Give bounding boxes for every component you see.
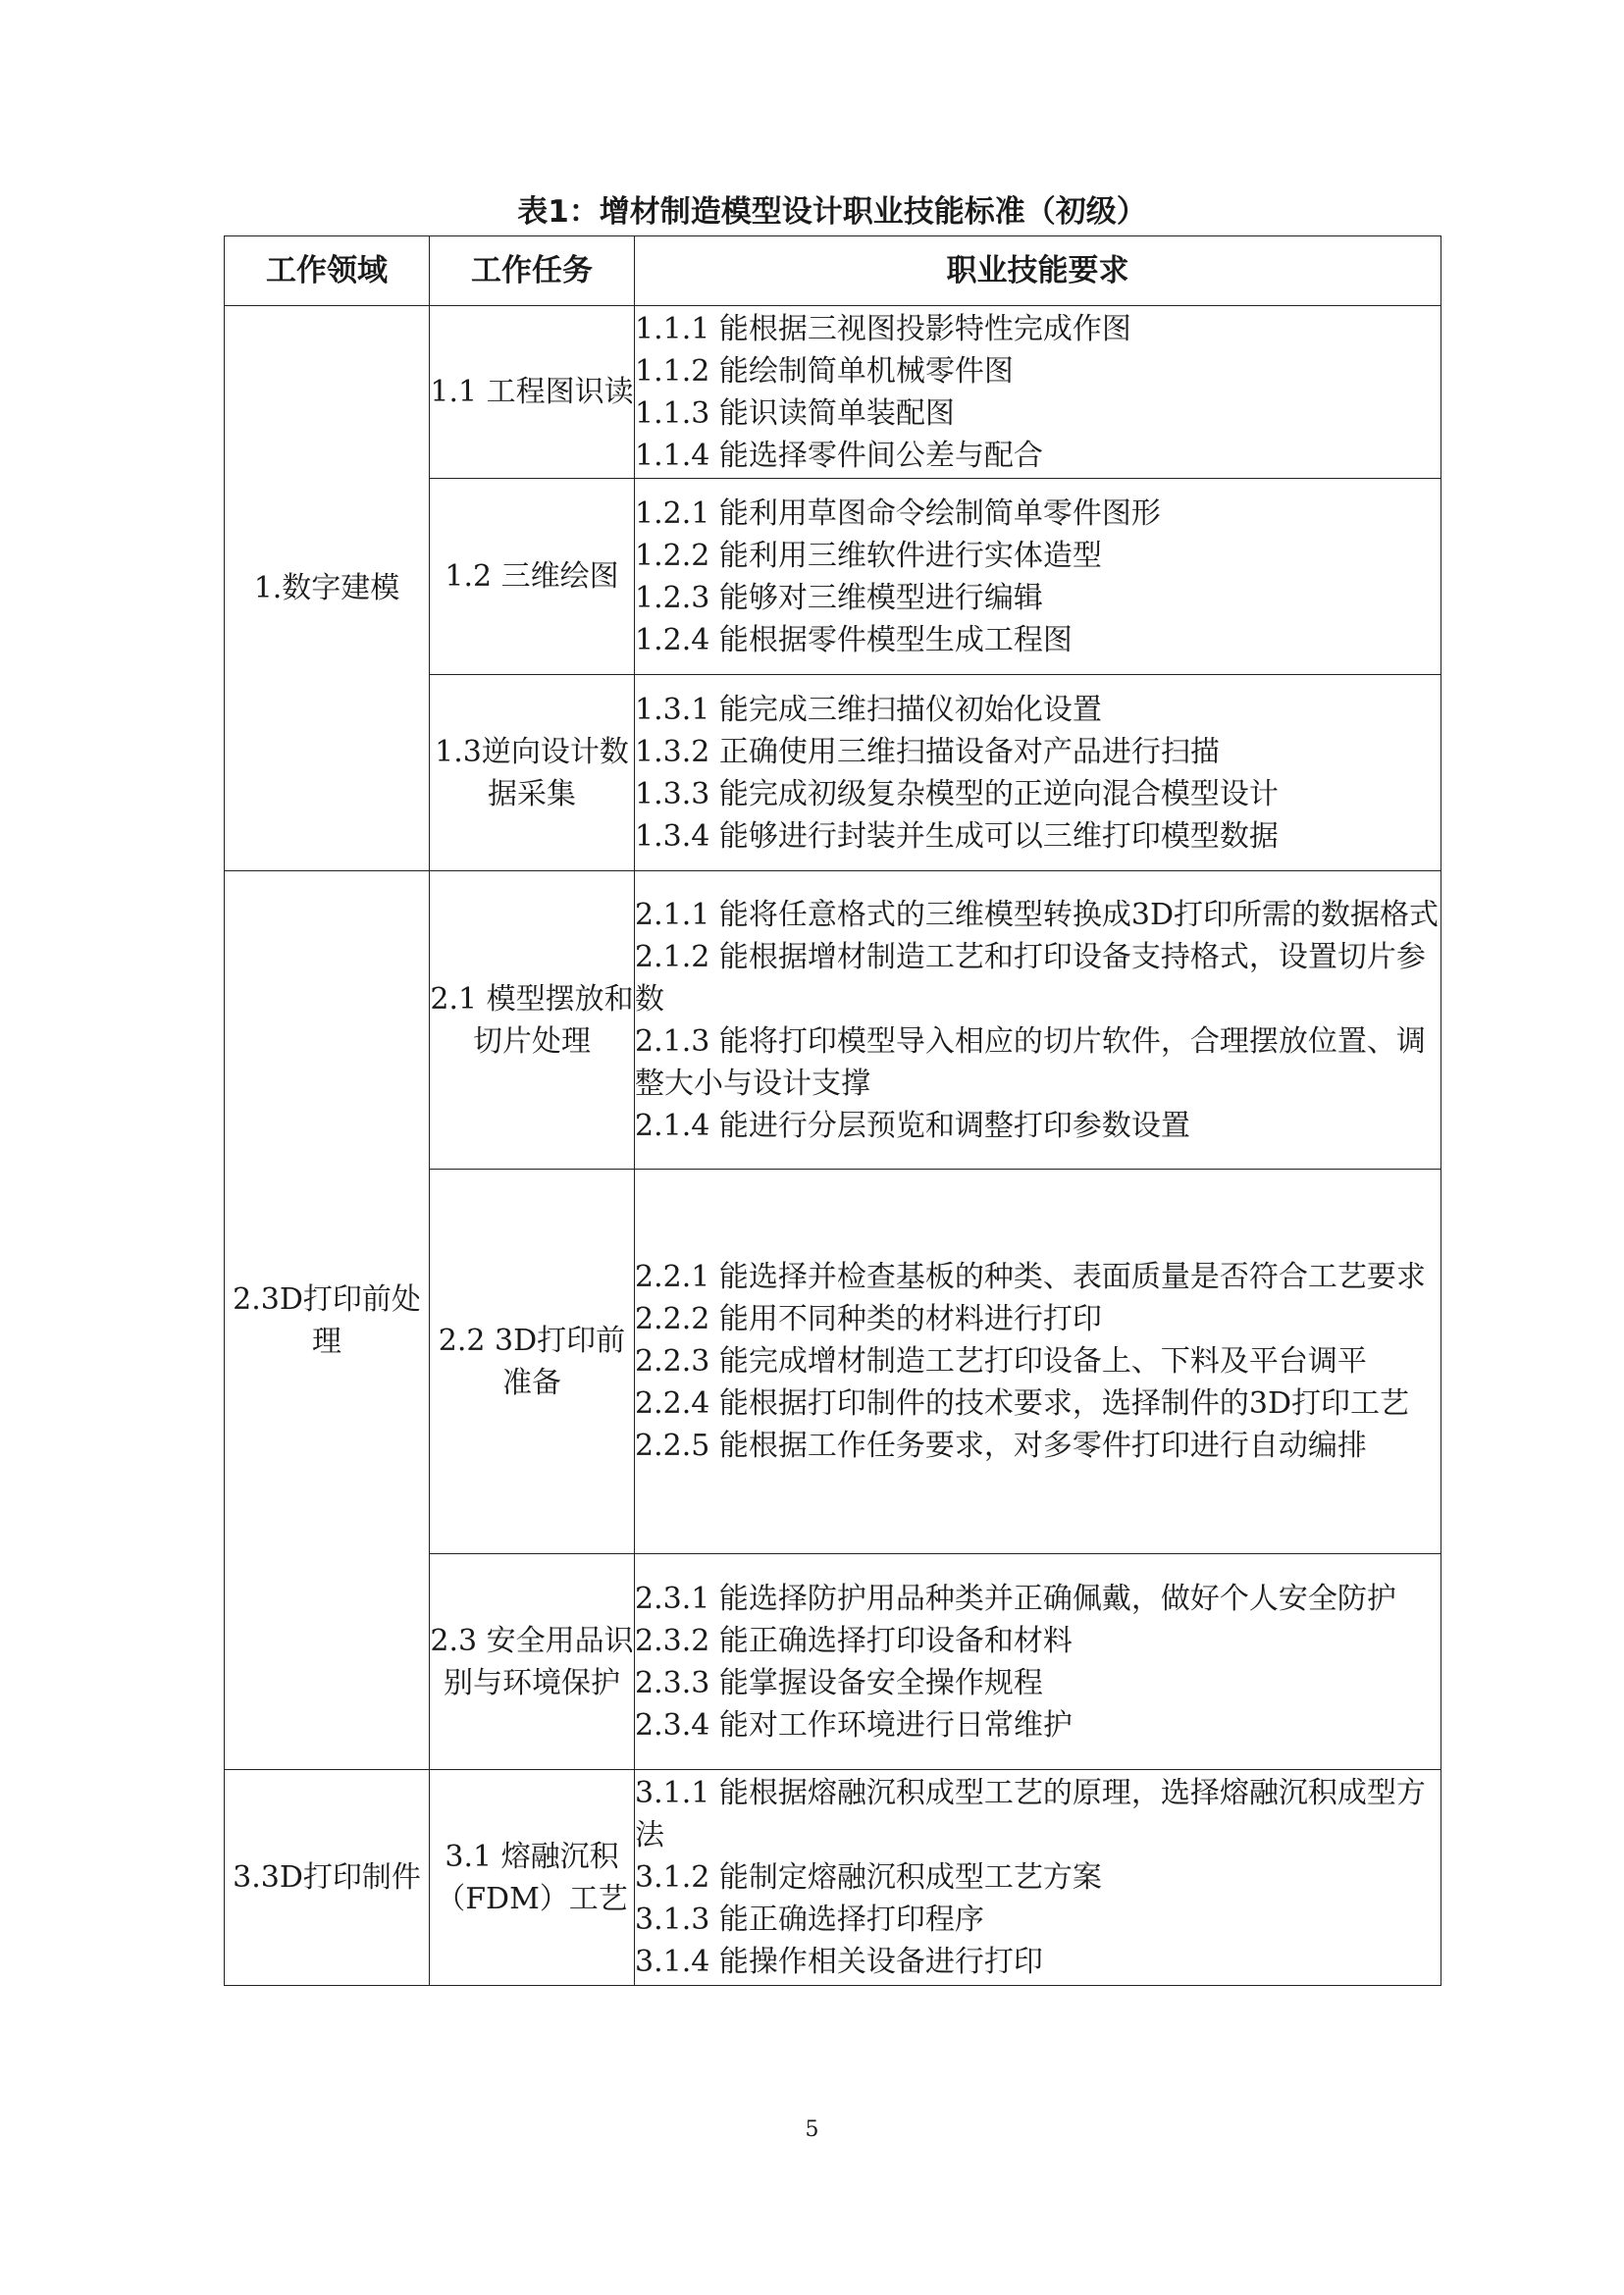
page-number: 5 bbox=[805, 2117, 819, 2142]
skill-item: 2.1.4 能进行分层预览和调整打印参数设置 bbox=[635, 1108, 1190, 1143]
skill-item: 2.1.3 能将打印模型导入相应的切片软件，合理摆放位置、调整大小与设计支撑 bbox=[635, 1023, 1426, 1101]
skill-item: 3.1.2 能制定熔融沉积成型工艺方案 bbox=[635, 1860, 1102, 1895]
skill-item: 1.3.3 能完成初级复杂模型的正逆向混合模型设计 bbox=[635, 776, 1279, 811]
domain-cell-3: 3.3D打印制件 bbox=[225, 1770, 430, 1986]
task-cell-1-3: 1.3逆向设计数据采集 bbox=[430, 675, 635, 871]
skill-item: 2.2.2 能用不同种类的材料进行打印 bbox=[635, 1302, 1102, 1336]
skill-item: 3.1.1 能根据熔融沉积成型工艺的原理，选择熔融沉积成型方法 bbox=[635, 1776, 1426, 1852]
skills-cell-2-3 bbox=[635, 1554, 1441, 1770]
header-skill-requirements: 职业技能要求 bbox=[635, 236, 1441, 306]
skill-item: 1.3.2 正确使用三维扫描设备对产品进行扫描 bbox=[635, 734, 1220, 769]
skills-cell-1-1 bbox=[635, 306, 1441, 479]
skill-item: 2.3.1 能选择防护用品种类并正确佩戴，做好个人安全防护 bbox=[635, 1581, 1396, 1616]
skills-cell-1-2 bbox=[635, 479, 1441, 675]
skill-item: 1.2.2 能利用三维软件进行实体造型 bbox=[635, 538, 1102, 573]
domain-cell-1: 1.数字建模 bbox=[225, 306, 430, 871]
skill-item: 1.1.3 能识读简单装配图 bbox=[635, 395, 955, 431]
skills-cell-2-1 bbox=[635, 871, 1441, 1170]
skills-cell-1-3 bbox=[635, 675, 1441, 871]
header-work-task: 工作任务 bbox=[430, 236, 635, 306]
skill-item: 2.2.5 能根据工作任务要求，对多零件打印进行自动编排 bbox=[635, 1429, 1367, 1463]
skill-item: 1.3.4 能够进行封装并生成可以三维打印模型数据 bbox=[635, 818, 1279, 854]
header-work-domain: 工作领域 bbox=[225, 236, 430, 306]
task-cell-2-1: 2.1 模型摆放和切片处理 bbox=[430, 871, 635, 1170]
skill-item: 1.2.3 能够对三维模型进行编辑 bbox=[635, 580, 1043, 615]
table-row bbox=[225, 306, 1441, 479]
skill-item: 1.1.4 能选择零件间公差与配合 bbox=[635, 438, 1043, 473]
skill-item: 3.1.3 能正确选择打印程序 bbox=[635, 1903, 984, 1937]
skills-cell-3-1 bbox=[635, 1770, 1441, 1986]
skill-item: 2.1.1 能将任意格式的三维模型转换成3D打印所需的数据格式 bbox=[635, 897, 1440, 932]
task-cell-2-2: 2.2 3D打印前准备 bbox=[430, 1170, 635, 1554]
domain-cell-2: 2.3D打印前处理 bbox=[225, 871, 430, 1770]
skill-item: 3.1.4 能操作相关设备进行打印 bbox=[635, 1945, 1043, 1979]
skill-item: 1.3.1 能完成三维扫描仪初始化设置 bbox=[635, 692, 1102, 727]
task-cell-2-3: 2.3 安全用品识别与环境保护 bbox=[430, 1554, 635, 1770]
skill-item: 1.1.2 能绘制简单机械零件图 bbox=[635, 353, 1014, 389]
skill-item: 1.1.1 能根据三视图投影特性完成作图 bbox=[635, 311, 1131, 346]
task-cell-1-2: 1.2 三维绘图 bbox=[430, 479, 635, 675]
skill-item: 2.3.4 能对工作环境进行日常维护 bbox=[635, 1707, 1073, 1743]
skill-item: 2.3.2 能正确选择打印设备和材料 bbox=[635, 1623, 1073, 1658]
skill-item: 2.2.4 能根据打印制件的技术要求，选择制件的3D打印工艺 bbox=[635, 1386, 1410, 1421]
skills-standard-table bbox=[224, 235, 1441, 1986]
skill-item: 2.1.2 能根据增材制造工艺和打印设备支持格式，设置切片参数 bbox=[635, 939, 1426, 1017]
skill-item: 2.2.1 能选择并检查基板的种类、表面质量是否符合工艺要求 bbox=[635, 1260, 1426, 1294]
table-header-row bbox=[225, 236, 1441, 306]
skill-item: 1.2.1 能利用草图命令绘制简单零件图形 bbox=[635, 496, 1161, 531]
task-cell-3-1: 3.1 熔融沉积（FDM）工艺 bbox=[430, 1770, 635, 1986]
table-title: 表1：增材制造模型设计职业技能标准（初级） bbox=[517, 194, 1147, 230]
skill-item: 2.2.3 能完成增材制造工艺打印设备上、下料及平台调平 bbox=[635, 1344, 1367, 1379]
task-cell-1-1: 1.1 工程图识读 bbox=[430, 306, 635, 479]
table-row bbox=[225, 871, 1441, 1170]
skill-item: 2.3.3 能掌握设备安全操作规程 bbox=[635, 1665, 1043, 1700]
skill-item: 1.2.4 能根据零件模型生成工程图 bbox=[635, 622, 1073, 657]
table-row bbox=[225, 1770, 1441, 1986]
skills-cell-2-2 bbox=[635, 1170, 1441, 1554]
